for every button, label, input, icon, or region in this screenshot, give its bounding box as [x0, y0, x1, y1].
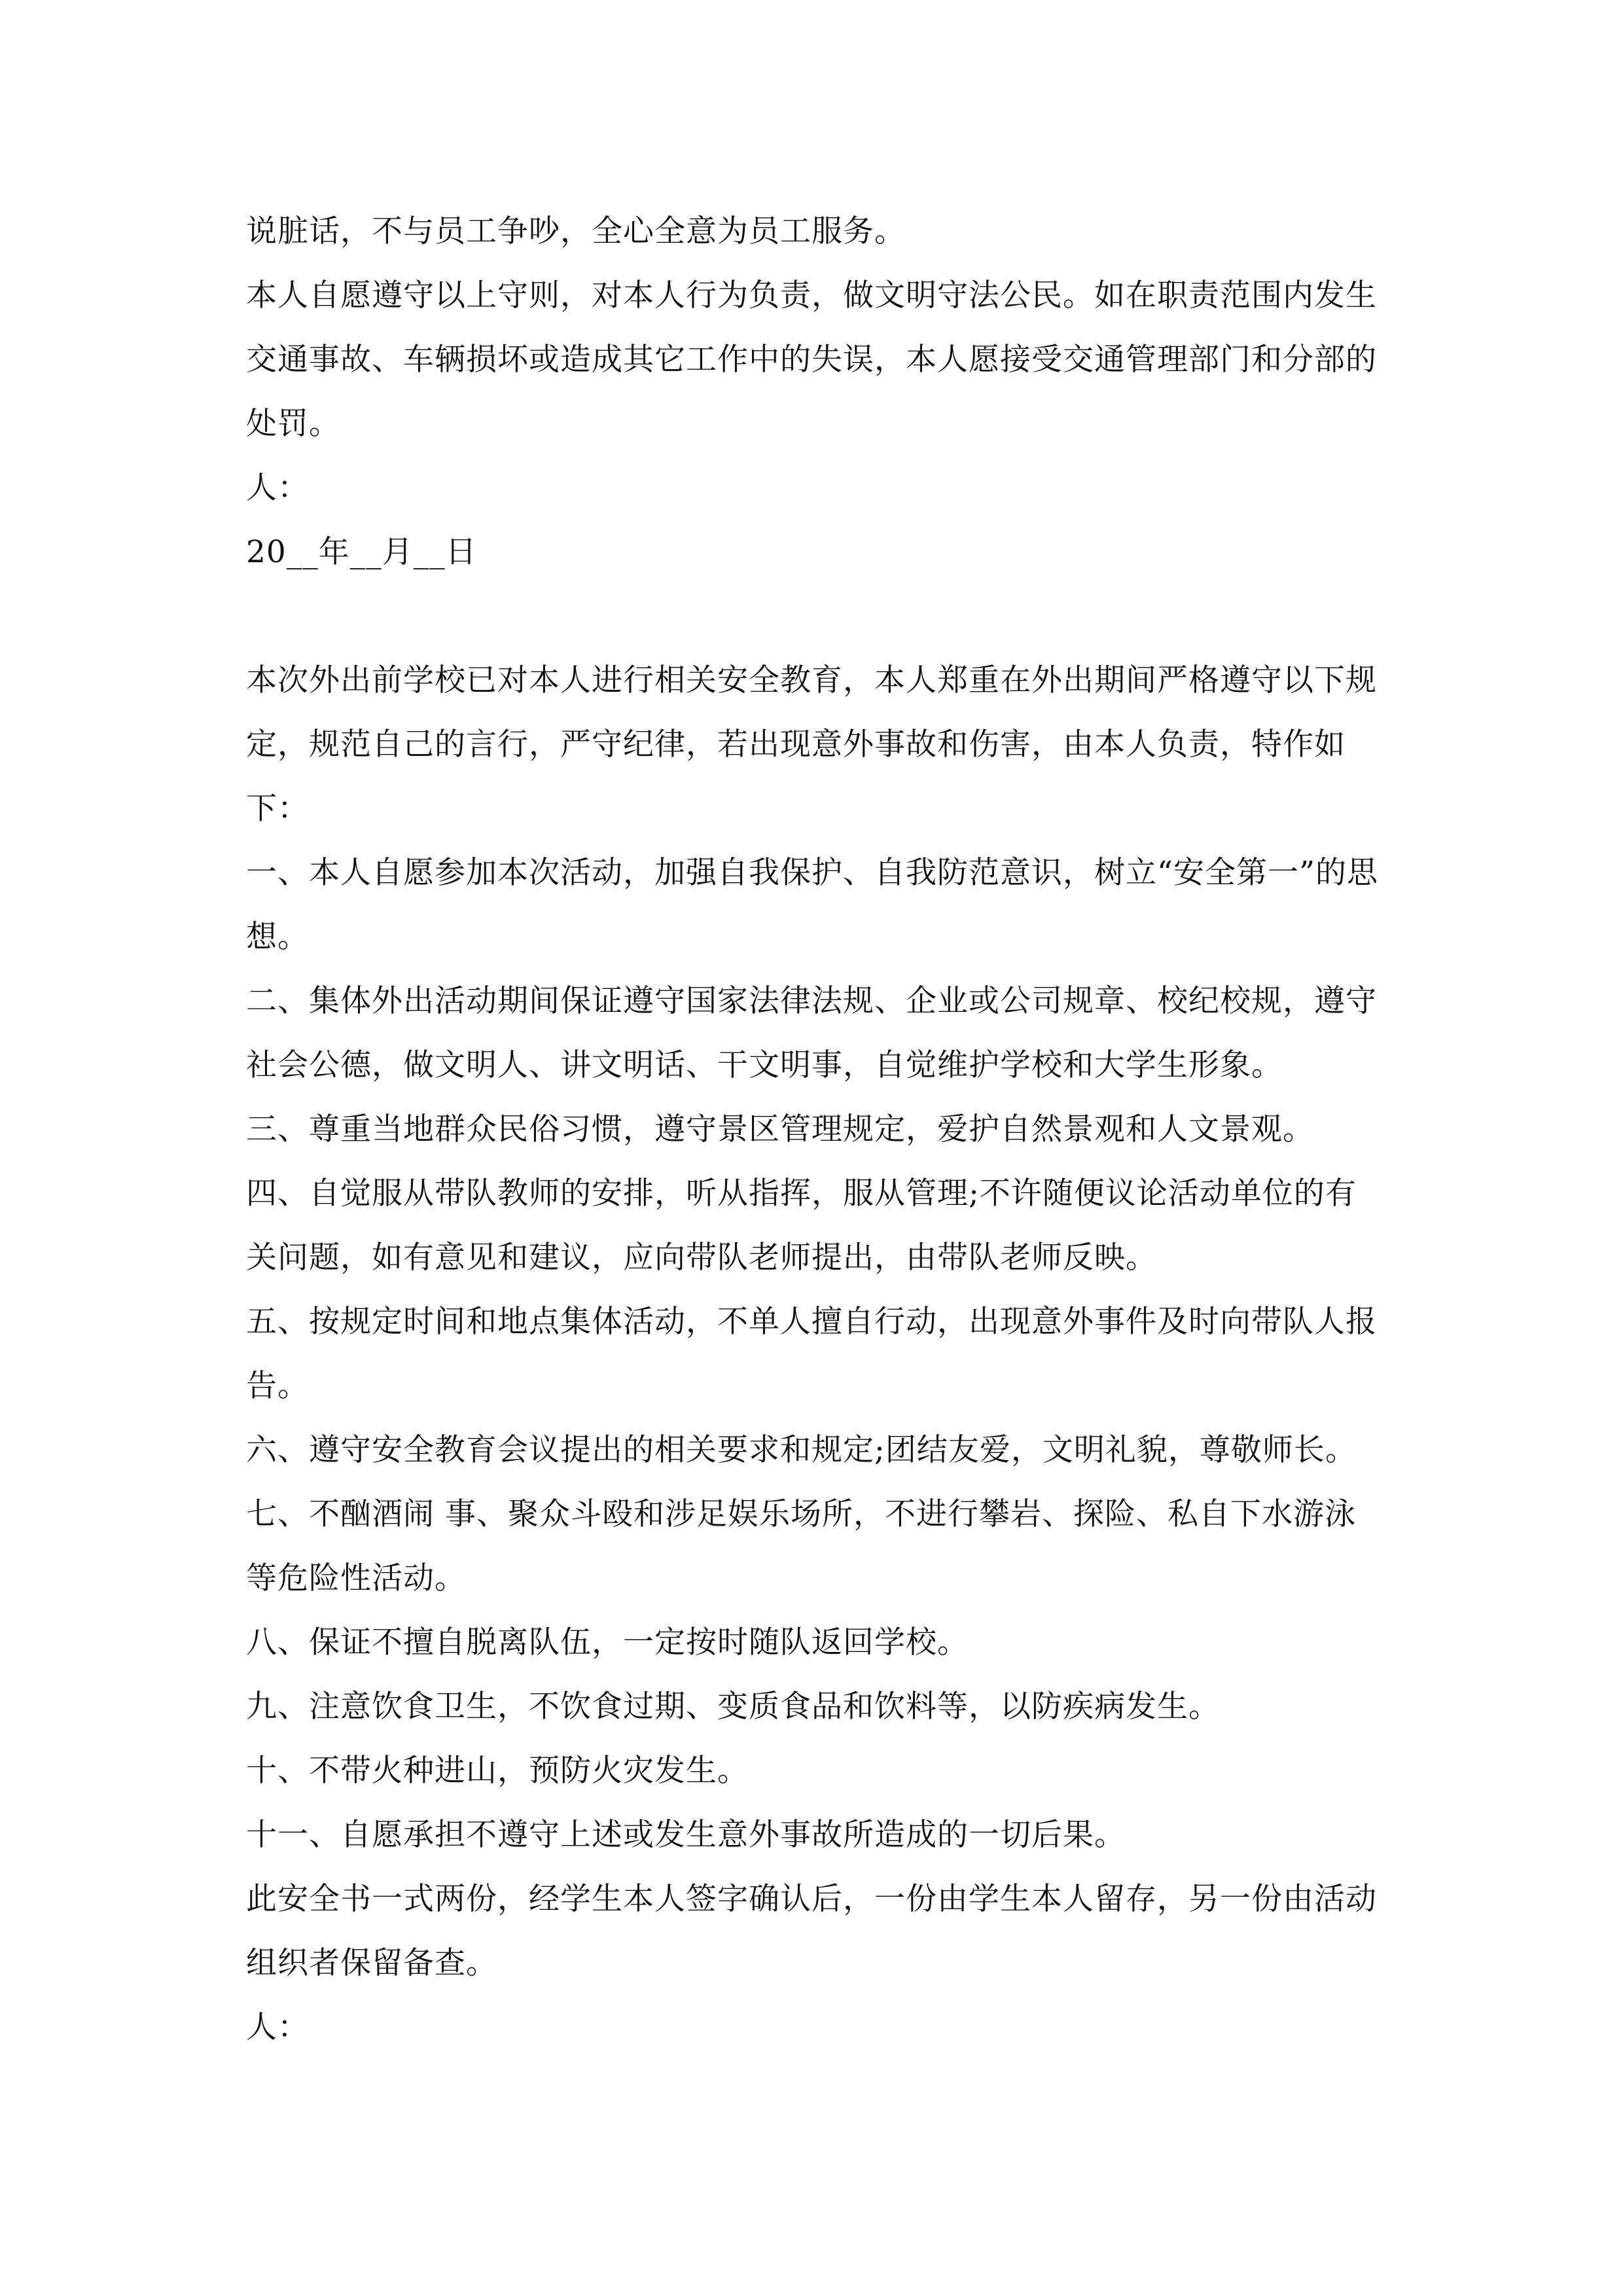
rule-item: 一、本人自愿参加本次活动，加强自我保护、自我防范意识，树立“安全第一”的思想。: [246, 855, 1379, 955]
rule-item: 七、不酗酒闹 事、聚众斗殴和涉足娱乐场所，不进行攀岩、探险、私自下水游泳等危险性活动。: [246, 1496, 1356, 1596]
date-line: 20__年__月__日: [246, 534, 477, 570]
continued-line: 说脏话，不与员工争吵，全心全意为员工服务。: [246, 213, 906, 249]
rule-item: 六、遵守安全教育会议提出的相关要求和规定;团结友爱，文明礼貌，尊敬师长。: [246, 1432, 1357, 1468]
rule-item: 四、自觉服从带队教师的安排，听从指挥，服从管理;不许随便议论活动单位的有关问题，如有意见和建议，应向带队老师提出，由带队老师反映。: [246, 1175, 1357, 1276]
closing-paragraph: 此安全书一式两份，经学生本人签字确认后，一份由学生本人留存，另一份由活动组织者保留备查。: [246, 1881, 1377, 1981]
rule-item: 五、按规定时间和地点集体活动，不单人擅自行动，出现意外事件及时向带队人报告。: [246, 1304, 1377, 1404]
section-gap: [246, 584, 1385, 649]
safety-intro-paragraph: 本次外出前学校已对本人进行相关安全教育，本人郑重在外出期间严格遵守以下规定，规范自己的言行，严守纪律，若出现意外事故和伤害，由本人负责，特作如下：: [246, 662, 1377, 827]
pledge-paragraph: 本人自愿遵守以上守则，对本人行为负责，做文明守法公民。如在职责范围内发生交通事故、车辆损坏或造成其它工作中的失误，本人愿接受交通管理部门和分部的处罚。: [246, 278, 1377, 442]
signer-label: 人：: [246, 2009, 309, 2045]
rule-item: 二、集体外出活动期间保证遵守国家法律法规、企业或公司规章、校纪校规，遵守社会公德，做文明人、讲文明话、干文明事，自觉维护学校和大学生形象。: [246, 983, 1377, 1083]
rule-item: 八、保证不擅自脱离队伍，一定按时随队返回学校。: [246, 1624, 969, 1660]
document-body: [246, 200, 1385, 2060]
rule-item: 九、注意饮食卫生，不饮食过期、变质食品和饮料等，以防疾病发生。: [246, 1689, 1220, 1725]
rule-item: 十、不带火种进山，预防火灾发生。: [246, 1753, 749, 1789]
signer-label: 人：: [246, 470, 309, 506]
rule-item: 十一、自愿承担不遵守上述或发生意外事故所造成的一切后果。: [246, 1817, 1126, 1853]
rule-item: 三、尊重当地群众民俗习惯，遵守景区管理规定，爱护自然景观和人文景观。: [246, 1111, 1314, 1147]
